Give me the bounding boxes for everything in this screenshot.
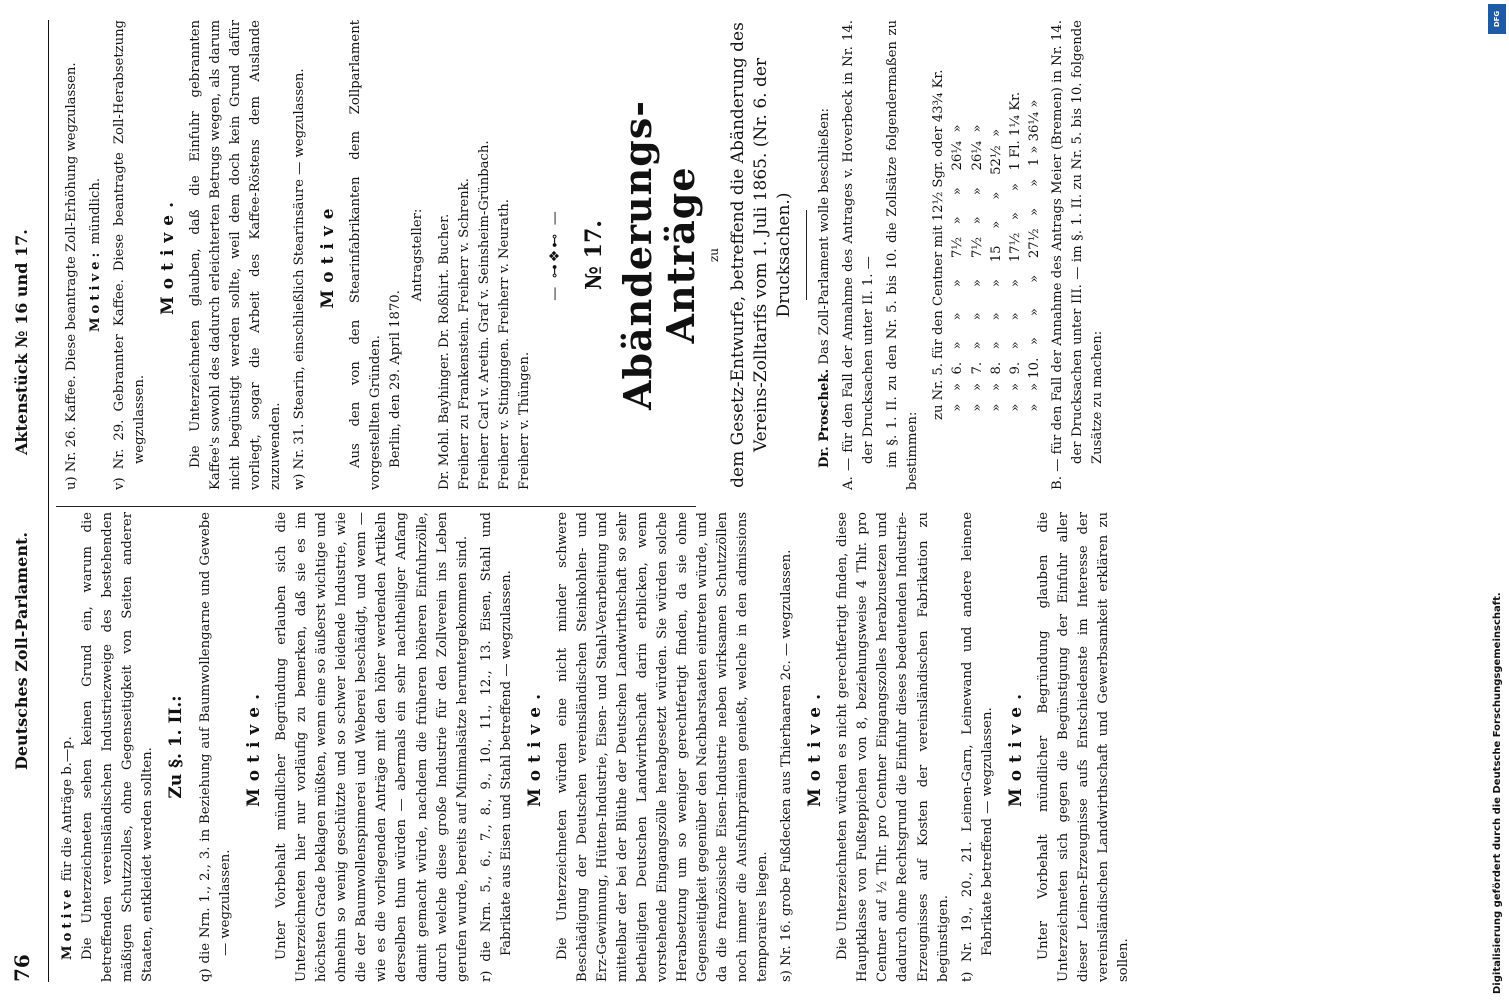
- motive-text-q: Unter Vorbehalt mündlicher Begründung erlauben sich die Unterzeichneten hier nur vorläufig zu bemerken, daß sie es im höchsten Grade beklagen müßten, wenn eine so äußerst wichtige und ohnehin so wenig geschützte und so schwer leidende Industrie, wie die der Baumwollenspinnerei und Weberei beschädigt, und wenn — wie es die vorliegenden Anträge mit den höher werdenden Artikeln derselben thun würden — abermals ein sehr nachtheiliger Anfang damit gemacht würde, nachdem die früheren höheren Einfuhrzölle, durch welche diese große Industrie für den Zollverein ins Leben gerufen wurde, bereits auf Minimalsätze heruntergekommen sind.: [274, 512, 470, 982]
- motive-heading-v: Motive.: [158, 194, 179, 316]
- motive-text-s: Die Unterzeichneten würden es nicht gerechtfertigt finden, diese Hauptklasse von Fußteppichen von 8, beziehungsweise 4 Thlr. pro Centner auf ½ Thlr. pro Centner Eingangszolles herabzusetzen und dadurch ohne Rechtsgrund die Einfuhr dieses bedeutenden Industrie-Erzeugnisses auf Kosten der vereinsländischen Fabrikation zu begünstigen.: [835, 512, 951, 982]
- rate-row: » » 6. » » » 7½ » » 26¼ »: [950, 124, 966, 420]
- digitization-credit: Digitalisierung gefördert durch die Deutsche Forschungsgemeinschaft.: [1492, 592, 1503, 994]
- item-a: A. — für den Fall der Annahme des Antrages v. Hoverbeck in Nr. 14. der Drucksachen unter II. 1. —: [841, 20, 877, 490]
- signer-line: Dr. Mohl. Bayhinger. Dr. Roßhirt. Bucher.: [436, 213, 452, 490]
- motive-label: Motive: [60, 885, 75, 960]
- item-w: w) Nr. 31. Stearin, einschließlich Stearinsäure — wegzulassen.: [292, 68, 308, 490]
- motive-rest-u: mündlich.: [88, 177, 104, 245]
- motive-text-t: Unter Vorbehalt mündlicher Begründung glauben die Unterzeichneten sich gegen die Begünstigung der Einfuhr aller dieser Leinen-Erzeugnisse aufs Entschiedenste im Interesse der vereinsländischen Landwirthschaft und Gewerbsamkeit erklären zu sollen.: [1035, 512, 1131, 982]
- header-rule: [48, 20, 49, 982]
- zu-word: zu: [706, 247, 721, 263]
- dfg-logo-text: DFG: [1493, 10, 1501, 28]
- column-divider: [56, 506, 696, 507]
- proposer-name: Dr. Proschek.: [816, 368, 832, 468]
- motive-text-r: Die Unterzeichneten würden eine nicht minder schwere Beschädigung der Deutschen vereinsländischen Steinkohlen- und Erz-Gewinnung, Hütten-Industrie, Eisen- und Stahl-Verarbeitung und mittelbar der bei der Blüthe der Deutschen Landwirthschaft so sehr betheiligten Deutschen Landwirthschaft darin erblicken, wenn vorstehende Eingangszölle herabgesetzt würden. Sie würden solche Herabsetzung um so weniger gerechtfertigt finden, da sie ohne Gegenseitigkeit gegenüber den Nachbarstaaten eintreten würde, und da die französische Eisen-Industrie neben wirksamen Schutzzöllen noch immer die Ausfuhrprämien genießt, welche in den admissions temporaires liegen.: [554, 512, 771, 982]
- item-q: q) die Nrn. 1., 2., 3. in Beziehung auf Baumwollengarne und Gewebe — wegzulassen.: [198, 512, 234, 982]
- item-a-sub: im §. 1. II. zu den Nr. 5. bis 10. die Zollsätze folgendermaßen zu bestimmen:: [885, 20, 921, 490]
- motive-heading-r: Motive.: [524, 686, 545, 808]
- digitization-strip: [1486, 0, 1509, 1000]
- signer-line: Freiherr zu Frankenstein. Freiherr v. Schrenk.: [456, 178, 472, 490]
- ornament-divider: — ⊶❖⊷ —: [546, 209, 563, 301]
- signer-line: Freiherr v. Thüngen.: [516, 351, 532, 490]
- item-b: B. — für den Fall der Annahme des Antrags Meier (Bremen) in Nr. 14. der Drucksachen unter III. — im §. 1. II. zu Nr. 5. bis 10. folgende Zusätze zu machen:: [1050, 20, 1106, 490]
- item-t: t) Nr. 19., 20., 21. Leinen-Garn, Leinewand und andere leinene Fabrikate betreffend — wegzulassen.: [959, 512, 995, 982]
- header-right-title: Aktenstück № 16 und 17.: [12, 229, 31, 455]
- motive-text-v: Die Unterzeichneten glauben, daß die Einfuhr gebrannten Kaffee's sowohl des dadurch erleichterten Betrugs wegen, als darum nicht begünstigt werden sollte, weil dem doch kein Grund dafür vorliegt, sogar die Arbeit des Kaffee-Röstens dem Auslande zuzuwenden.: [188, 20, 284, 490]
- motive-heading-w: Motive: [318, 201, 339, 309]
- motive-heading-t: Motive.: [1005, 686, 1026, 808]
- signer-line: Freiherr Carl v. Aretin. Graf v. Seinsheim-Grünbach.: [476, 140, 492, 490]
- motive-line-u: [86, 20, 106, 490]
- header-left-title: Deutsches Zoll-Parlament.: [12, 532, 31, 770]
- motive-heading-s: Motive.: [805, 686, 826, 808]
- rate-row: zu Nr. 5. für den Centner mit 12½ Sgr. oder 43¾ Kr.: [931, 69, 947, 420]
- rates-table: [929, 20, 1044, 420]
- rate-row: » » 8. » » » 15 » » 52½ »: [988, 128, 1004, 420]
- rate-row: » » 10. » » » 27½ » » 1 » 36¼ »: [1026, 99, 1042, 420]
- section-title: dem Gesetz-Entwurfe, betreffend die Abänderung des Vereins-Zolltarifs vom 1. Juli 1865. (Nr. 6. der Drucksachen.): [728, 22, 795, 488]
- date-line: Berlin, den 29. April 1870.: [388, 290, 404, 468]
- document-number: № 17.: [581, 220, 608, 290]
- item-u: u) Nr. 26. Kaffee. Diese beantragte Zoll-Erhöhung wegzulassen.: [64, 62, 79, 490]
- motive-heading-q: Motive.: [244, 686, 265, 808]
- item-r: r) die Nrn. 5., 6., 7., 8., 9., 10., 11., 12., 13. Eisen, Stahl und Fabrikate aus Eisen und Stahl betreffend — wegzulassen.: [478, 512, 514, 982]
- running-header: [6, 0, 46, 1000]
- section-heading: Zu §. 1. II.:: [166, 695, 187, 799]
- motive-text: Die Unterzeichneten sehen keinen Grund ein, warum die betreffenden vereinsländischen Industriezweige des bestehenden mäßigen Schutzzolles, ohne Gegenseitigkeit von Seiten anderer Staaten, entkleidet werden sollten.: [80, 512, 156, 982]
- rate-row: » » 7. » » » 7½ » » 26¼ »: [969, 124, 985, 420]
- proposer-line: [815, 20, 835, 490]
- short-rule: [806, 210, 807, 300]
- item-s: s) Nr. 16. grobe Fußdecken aus Thierhaaren 2c. — wegzulassen.: [779, 549, 795, 982]
- motive-scope: für die Anträge b.—p.: [60, 736, 75, 882]
- motive-label-u: Motive:: [88, 248, 104, 333]
- right-column: [58, 20, 1112, 490]
- antragsteller-label: Antragsteller:: [410, 208, 426, 302]
- left-column: [58, 512, 1134, 982]
- page-number: 76: [10, 954, 34, 982]
- main-heading: Abänderungs-Anträge: [614, 99, 704, 411]
- signer-line: Freiherr v. Stingingen. Freiherr v. Neurath.: [496, 199, 512, 490]
- signers-block: [435, 20, 535, 490]
- motive-text-w: Aus den von den Stearinfabrikanten dem Zollparlament vorgestellten Gründen.: [348, 20, 384, 490]
- item-v: v) Nr. 29. Gebrannter Kaffee. Diese beantragte Zoll-Herabsetzung wegzulassen.: [112, 20, 148, 490]
- rate-row: » » 9. » » » 17½ » » 1 Fl. 1¼ Kr.: [1007, 91, 1023, 420]
- motive-intro: [58, 512, 78, 982]
- proposer-rest: Das Zoll-Parlament wolle beschließen:: [816, 108, 832, 365]
